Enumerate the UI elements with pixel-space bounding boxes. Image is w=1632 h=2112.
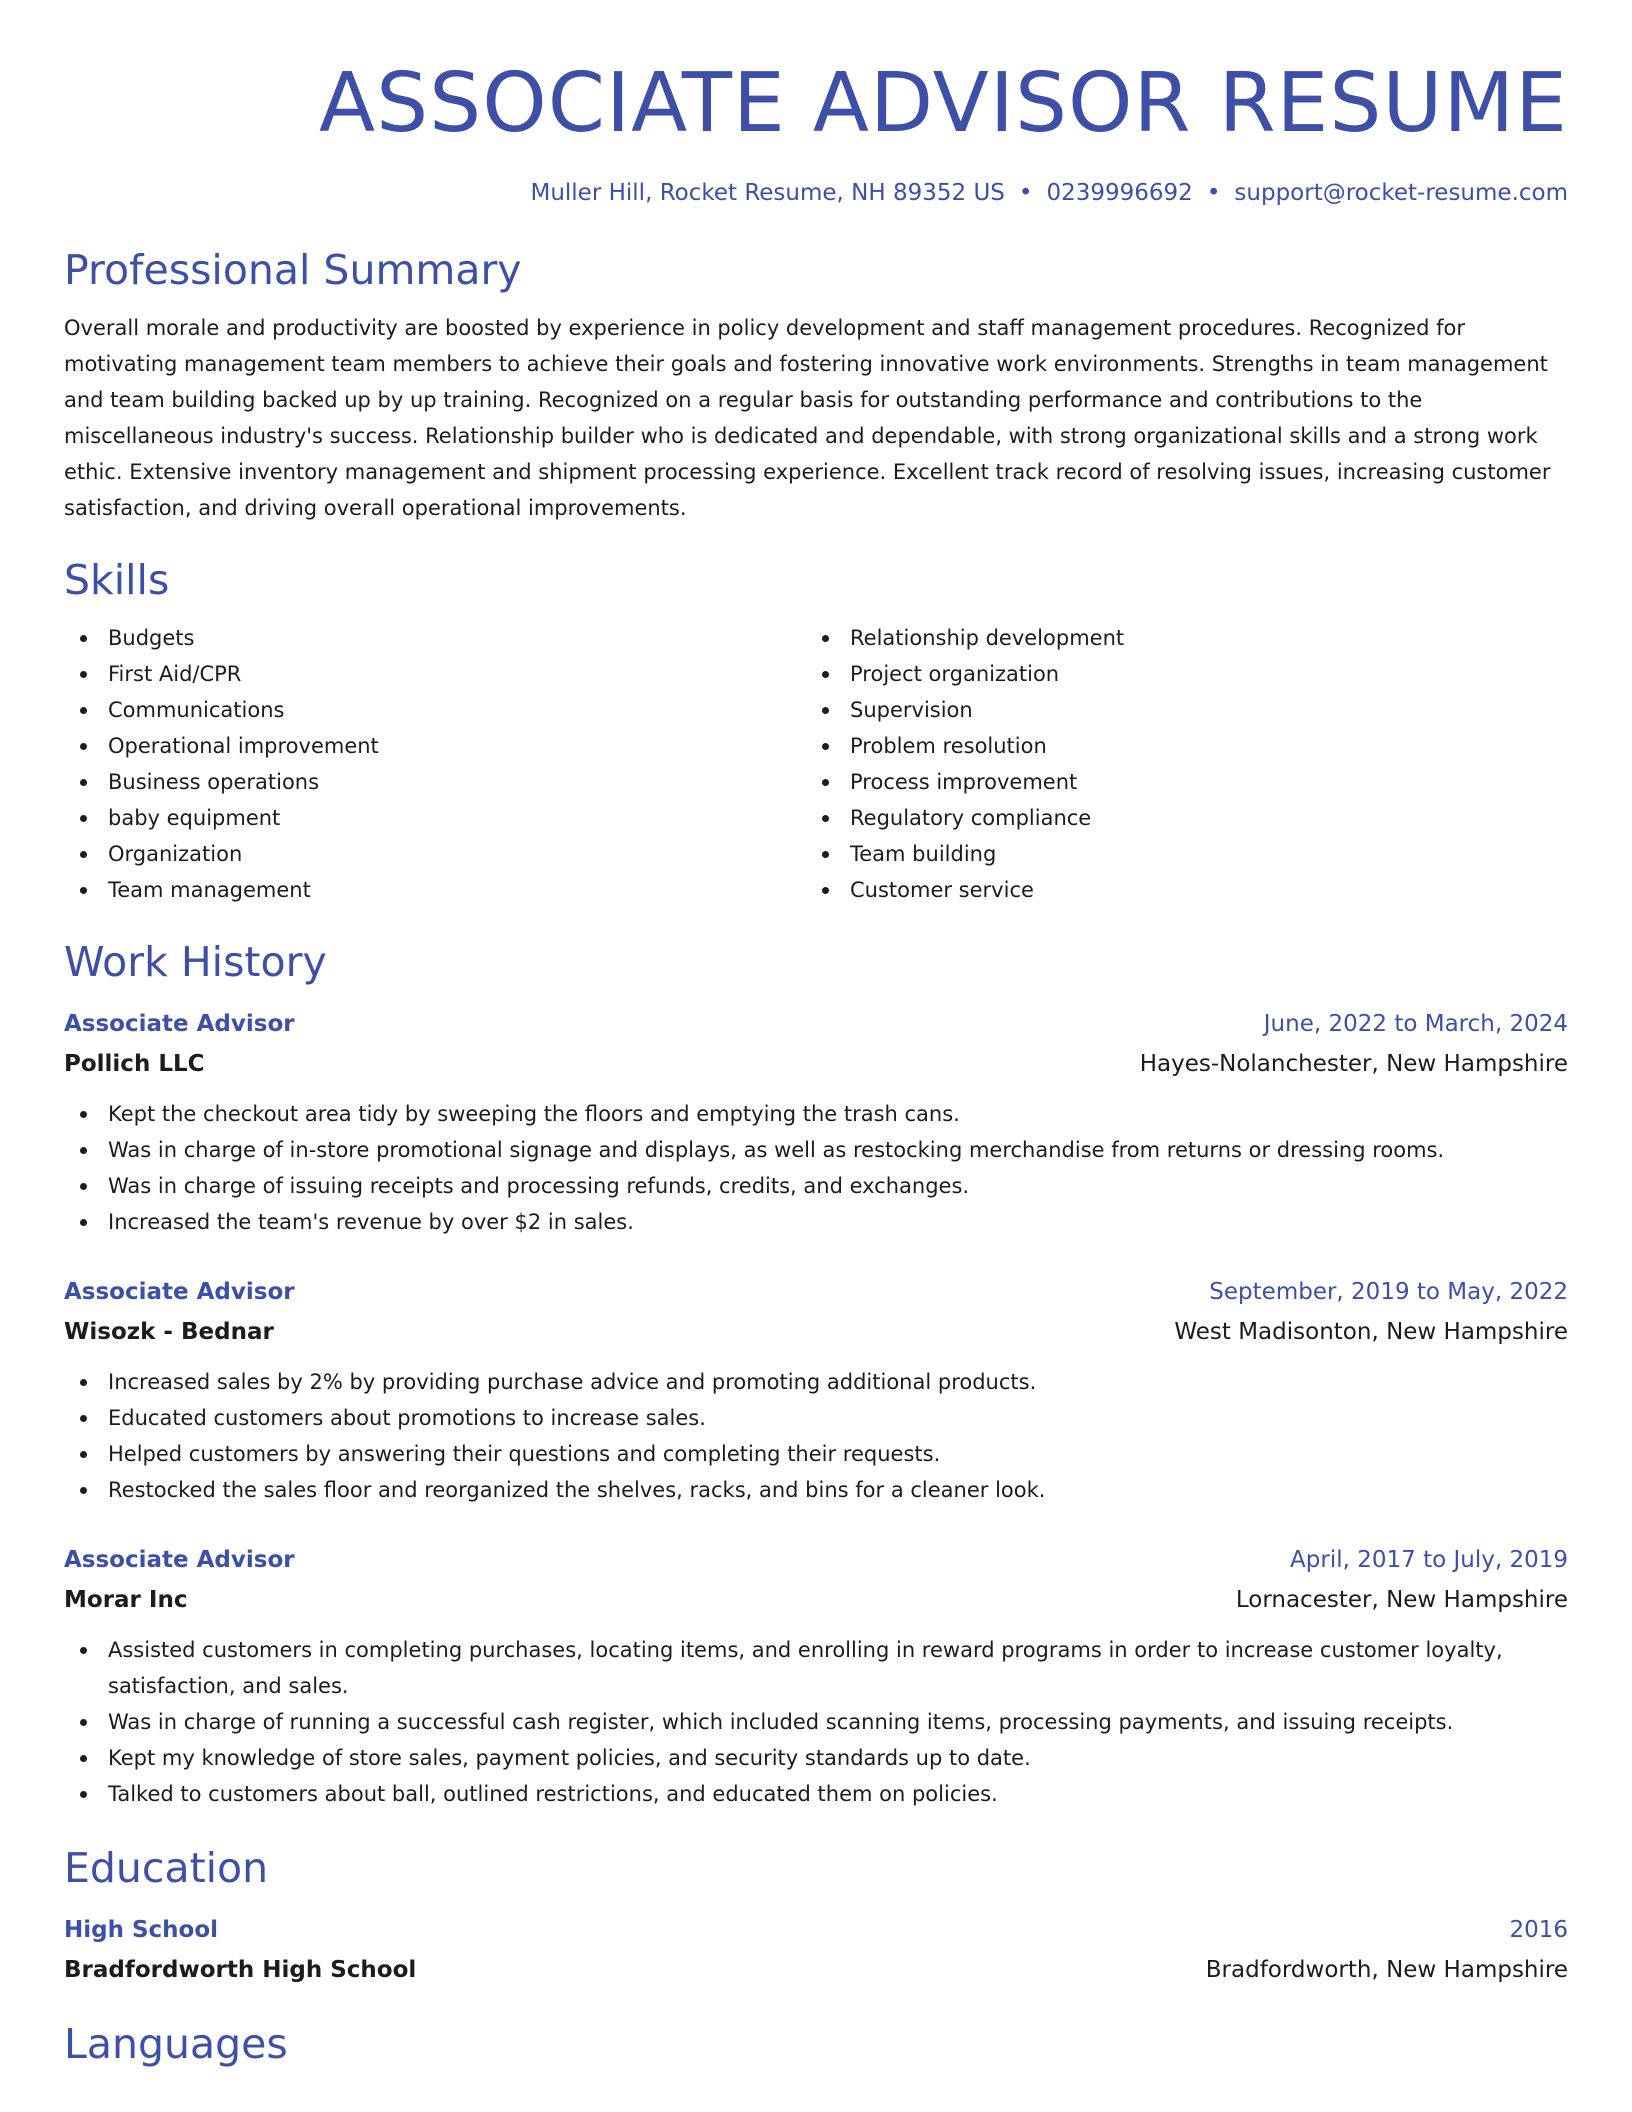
skill-item: Operational improvement (64, 728, 806, 764)
job-title: Associate Advisor (64, 1279, 295, 1305)
resume-title: ASSOCIATE ADVISOR RESUME (319, 56, 1568, 151)
job-dates: April, 2017 to July, 2019 (1290, 1547, 1568, 1573)
skill-item: Budgets (64, 620, 806, 656)
job-duty: Kept the checkout area tidy by sweeping the floors and emptying the trash cans. (64, 1096, 1568, 1132)
job-title-row (64, 1542, 1568, 1578)
skills-column-right (806, 620, 1548, 908)
job-duty: Was in charge of running a successful cash register, which included scanning items, processing payments, and issuing receipts. (64, 1704, 1568, 1740)
education-year: 2016 (1509, 1917, 1568, 1943)
contact-phone: 0239996692 (1046, 180, 1193, 206)
skill-item: Team building (806, 836, 1548, 872)
job-location: West Madisonton, New Hampshire (1174, 1319, 1568, 1345)
job-duty: Was in charge of in-store promotional signage and displays, as well as restocking merchandise from returns or dressing rooms. (64, 1132, 1568, 1168)
job-title: Associate Advisor (64, 1011, 295, 1037)
contact-email[interactable]: support@rocket-resume.com (1234, 180, 1568, 206)
job-entry (64, 1542, 1568, 1812)
job-duties (64, 1096, 1568, 1240)
skill-item: baby equipment (64, 800, 806, 836)
job-duty: Kept my knowledge of store sales, payment policies, and security standards up to date. (64, 1740, 1568, 1776)
skill-item: Communications (64, 692, 806, 728)
job-duty: Assisted customers in completing purchases, locating items, and enrolling in reward programs in order to increase customer loyalty, satisfaction, and sales. (64, 1632, 1568, 1704)
contact-separator: • (1018, 180, 1033, 206)
skills-heading: Skills (64, 556, 170, 604)
job-duty: Increased sales by 2% by providing purchase advice and promoting additional products. (64, 1364, 1568, 1400)
job-title: Associate Advisor (64, 1547, 295, 1573)
education-heading: Education (64, 1844, 269, 1892)
education-degree: High School (64, 1917, 219, 1943)
skill-item: Supervision (806, 692, 1548, 728)
job-location: Hayes-Nolanchester, New Hampshire (1139, 1051, 1568, 1077)
education-location: Bradfordworth, New Hampshire (1205, 1957, 1568, 1983)
education-entry (64, 1912, 1568, 1988)
job-title-row (64, 1274, 1568, 1310)
contact-line (64, 178, 1568, 208)
job-duties (64, 1632, 1568, 1812)
summary-heading: Professional Summary (64, 246, 522, 294)
contact-separator: • (1206, 180, 1221, 206)
languages-heading: Languages (64, 2020, 288, 2068)
job-duty: Was in charge of issuing receipts and processing refunds, credits, and exchanges. (64, 1168, 1568, 1204)
skills-column-left (64, 620, 806, 908)
skill-item: Team management (64, 872, 806, 908)
job-duty: Restocked the sales floor and reorganized the shelves, racks, and bins for a cleaner look. (64, 1472, 1568, 1508)
job-title-row (64, 1006, 1568, 1042)
skill-item: Customer service (806, 872, 1548, 908)
skills-list (64, 620, 1568, 908)
resume-page (64, 0, 1568, 2070)
skill-item: Regulatory compliance (806, 800, 1548, 836)
contact-address: Muller Hill, Rocket Resume, NH 89352 US (530, 180, 1005, 206)
job-duty: Talked to customers about ball, outlined restrictions, and educated them on policies. (64, 1776, 1568, 1812)
job-dates: June, 2022 to March, 2024 (1263, 1011, 1568, 1037)
skill-item: Organization (64, 836, 806, 872)
summary-text: Overall morale and productivity are boosted by experience in policy development and staff management procedures. Recognized for motivating management team members to achieve their goals and fostering innovative work environments. Strengths in team management and team building backed up by up training. Recognized on a regular basis for outstanding performance and contributions to the miscellaneous industry's success. Relationship builder who is dedicated and dependable, with strong organizational skills and a strong work ethic. Extensive inventory management and shipment processing experience. Excellent track record of resolving issues, increasing customer satisfaction, and driving overall operational improvements. (64, 316, 1551, 520)
job-entry (64, 1274, 1568, 1508)
job-company: Pollich LLC (64, 1051, 205, 1077)
education-school-row (64, 1948, 1568, 1988)
skill-item: Problem resolution (806, 728, 1548, 764)
skill-item: Process improvement (806, 764, 1548, 800)
job-dates: September, 2019 to May, 2022 (1209, 1279, 1568, 1305)
education-school: Bradfordworth High School (64, 1957, 417, 1983)
work-history-heading: Work History (64, 938, 327, 986)
skill-item: First Aid/CPR (64, 656, 806, 692)
job-entry (64, 1006, 1568, 1240)
job-company: Wisozk - Bednar (64, 1319, 274, 1345)
job-duty: Increased the team's revenue by over $2 in sales. (64, 1204, 1568, 1240)
job-company-row (64, 1310, 1568, 1350)
skill-item: Business operations (64, 764, 806, 800)
job-company-row (64, 1042, 1568, 1082)
skill-item: Project organization (806, 656, 1548, 692)
job-duty: Helped customers by answering their questions and completing their requests. (64, 1436, 1568, 1472)
job-company-row (64, 1578, 1568, 1618)
resume-header (64, 0, 1568, 208)
job-company: Morar Inc (64, 1587, 188, 1613)
education-degree-row (64, 1912, 1568, 1948)
job-duties (64, 1364, 1568, 1508)
skill-item: Relationship development (806, 620, 1548, 656)
job-location: Lornacester, New Hampshire (1235, 1587, 1568, 1613)
job-duty: Educated customers about promotions to increase sales. (64, 1400, 1568, 1436)
